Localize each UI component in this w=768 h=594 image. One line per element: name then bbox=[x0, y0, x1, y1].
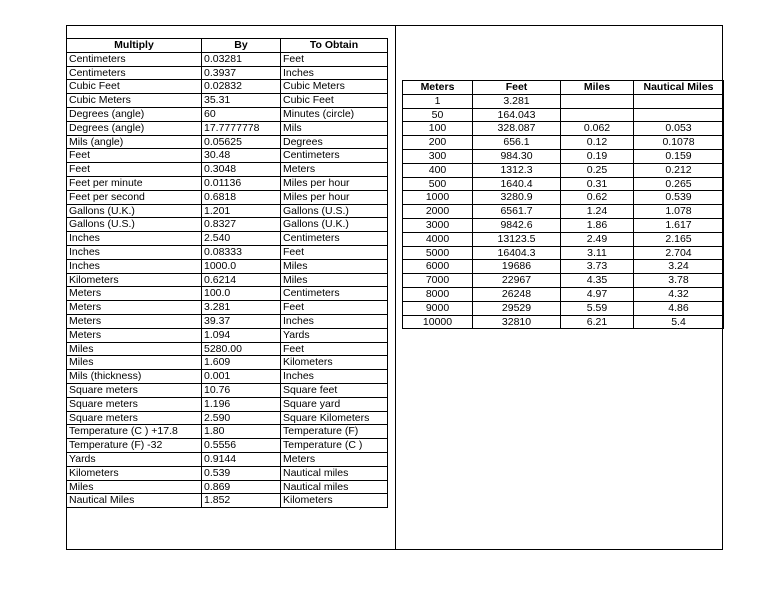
table-cell: 0.01136 bbox=[202, 176, 281, 190]
table-cell: Centimeters bbox=[281, 149, 388, 163]
table-cell: 13123.5 bbox=[473, 232, 561, 246]
table-cell: Gallons (U.S.) bbox=[281, 204, 388, 218]
table-row bbox=[403, 177, 724, 191]
table-cell: 10000 bbox=[403, 315, 473, 329]
table-cell: Temperature (C ) bbox=[281, 439, 388, 453]
table-cell: Meters bbox=[67, 301, 202, 315]
table-cell: 3.73 bbox=[561, 260, 634, 274]
table-row bbox=[403, 108, 724, 122]
table-cell: 4.35 bbox=[561, 274, 634, 288]
table-row bbox=[403, 163, 724, 177]
header-nautical-miles: Nautical Miles bbox=[634, 81, 724, 95]
table-cell: Inches bbox=[67, 232, 202, 246]
table-cell: 8000 bbox=[403, 287, 473, 301]
table-row bbox=[67, 149, 388, 163]
table-cell: 0.08333 bbox=[202, 245, 281, 259]
table-row bbox=[67, 411, 388, 425]
table-row bbox=[67, 232, 388, 246]
table-row bbox=[67, 135, 388, 149]
table-row bbox=[403, 149, 724, 163]
table-cell: Square yard bbox=[281, 397, 388, 411]
table-cell: Centimeters bbox=[67, 66, 202, 80]
table-cell: 26248 bbox=[473, 287, 561, 301]
table-cell: Square meters bbox=[67, 397, 202, 411]
table-cell: 0.12 bbox=[561, 136, 634, 150]
table-cell: 1.24 bbox=[561, 205, 634, 219]
table-cell: 400 bbox=[403, 163, 473, 177]
table-row bbox=[67, 370, 388, 384]
table-row bbox=[403, 260, 724, 274]
table-cell: Gallons (U.K.) bbox=[67, 204, 202, 218]
header-miles: Miles bbox=[561, 81, 634, 95]
table-cell: 0.19 bbox=[561, 149, 634, 163]
table-cell: Feet bbox=[281, 342, 388, 356]
conversion-header-row bbox=[67, 39, 388, 53]
table-cell: 5280.00 bbox=[202, 342, 281, 356]
table-row bbox=[67, 176, 388, 190]
table-cell: 6.21 bbox=[561, 315, 634, 329]
table-cell: Kilometers bbox=[281, 356, 388, 370]
table-cell: 0.001 bbox=[202, 370, 281, 384]
table-cell: Meters bbox=[67, 328, 202, 342]
table-cell: 2.704 bbox=[634, 246, 724, 260]
table-cell: Temperature (C ) +17.8 bbox=[67, 425, 202, 439]
table-cell: Nautical Miles bbox=[67, 494, 202, 508]
table-cell: 984.30 bbox=[473, 149, 561, 163]
table-cell: 30.48 bbox=[202, 149, 281, 163]
table-cell: 500 bbox=[403, 177, 473, 191]
table-cell: 164.043 bbox=[473, 108, 561, 122]
table-cell: 0.869 bbox=[202, 480, 281, 494]
table-cell: Mils (thickness) bbox=[67, 370, 202, 384]
table-row bbox=[67, 163, 388, 177]
table-cell: 0.539 bbox=[202, 466, 281, 480]
table-row bbox=[67, 397, 388, 411]
table-cell bbox=[634, 94, 724, 108]
table-cell: Nautical miles bbox=[281, 466, 388, 480]
table-row bbox=[67, 80, 388, 94]
table-cell: 300 bbox=[403, 149, 473, 163]
table-cell: Feet bbox=[281, 52, 388, 66]
table-cell: 17.7777778 bbox=[202, 121, 281, 135]
table-row bbox=[403, 301, 724, 315]
table-cell: 0.1078 bbox=[634, 136, 724, 150]
table-row bbox=[67, 218, 388, 232]
table-cell: Yards bbox=[67, 452, 202, 466]
table-cell: 0.02832 bbox=[202, 80, 281, 94]
table-cell: 0.8327 bbox=[202, 218, 281, 232]
table-cell: 1.86 bbox=[561, 218, 634, 232]
table-cell: Nautical miles bbox=[281, 480, 388, 494]
table-cell: Meters bbox=[281, 452, 388, 466]
meters-table bbox=[402, 80, 724, 329]
table-cell: 32810 bbox=[473, 315, 561, 329]
header-by: By bbox=[202, 39, 281, 53]
table-row bbox=[403, 122, 724, 136]
table-cell: 0.159 bbox=[634, 149, 724, 163]
header-multiply: Multiply bbox=[67, 39, 202, 53]
table-cell: 2.590 bbox=[202, 411, 281, 425]
table-cell: Feet bbox=[67, 163, 202, 177]
table-cell: 5000 bbox=[403, 246, 473, 260]
table-row bbox=[67, 245, 388, 259]
table-row bbox=[67, 466, 388, 480]
table-cell: 1.80 bbox=[202, 425, 281, 439]
table-cell: Minutes (circle) bbox=[281, 107, 388, 121]
table-cell: Cubic Meters bbox=[67, 94, 202, 108]
table-cell: 1.094 bbox=[202, 328, 281, 342]
table-row bbox=[67, 356, 388, 370]
table-row bbox=[403, 287, 724, 301]
table-row bbox=[403, 205, 724, 219]
table-row bbox=[67, 107, 388, 121]
table-cell: Miles bbox=[281, 259, 388, 273]
table-cell: 4.86 bbox=[634, 301, 724, 315]
table-cell: Cubic Meters bbox=[281, 80, 388, 94]
table-cell: Centimeters bbox=[281, 232, 388, 246]
table-row bbox=[403, 232, 724, 246]
table-cell: 9000 bbox=[403, 301, 473, 315]
table-row bbox=[67, 121, 388, 135]
table-cell: Square meters bbox=[67, 411, 202, 425]
table-cell: Miles bbox=[67, 342, 202, 356]
table-row bbox=[67, 190, 388, 204]
table-row bbox=[67, 94, 388, 108]
table-row bbox=[67, 425, 388, 439]
table-cell: 1312.3 bbox=[473, 163, 561, 177]
table-cell: Miles bbox=[67, 356, 202, 370]
table-cell: Gallons (U.K.) bbox=[281, 218, 388, 232]
table-cell: 1000 bbox=[403, 191, 473, 205]
table-cell: 2.165 bbox=[634, 232, 724, 246]
table-cell: Feet bbox=[281, 245, 388, 259]
table-cell: Temperature (F) bbox=[281, 425, 388, 439]
table-row bbox=[67, 342, 388, 356]
table-row bbox=[67, 314, 388, 328]
table-cell: 16404.3 bbox=[473, 246, 561, 260]
table-row bbox=[403, 315, 724, 329]
table-cell: 6000 bbox=[403, 260, 473, 274]
table-row bbox=[67, 328, 388, 342]
table-cell: Mils (angle) bbox=[67, 135, 202, 149]
table-cell: Mils bbox=[281, 121, 388, 135]
table-cell: Feet per minute bbox=[67, 176, 202, 190]
table-row bbox=[67, 204, 388, 218]
table-cell: Inches bbox=[67, 259, 202, 273]
table-cell: Feet bbox=[67, 149, 202, 163]
header-meters: Meters bbox=[403, 81, 473, 95]
table-cell: Inches bbox=[67, 245, 202, 259]
table-cell: Cubic Feet bbox=[67, 80, 202, 94]
table-cell: 1.852 bbox=[202, 494, 281, 508]
table-cell: Inches bbox=[281, 370, 388, 384]
table-cell: 0.05625 bbox=[202, 135, 281, 149]
table-cell: 4000 bbox=[403, 232, 473, 246]
table-row bbox=[67, 287, 388, 301]
table-row bbox=[67, 301, 388, 315]
table-cell: 1 bbox=[403, 94, 473, 108]
table-cell: 1.196 bbox=[202, 397, 281, 411]
table-row bbox=[67, 273, 388, 287]
table-row bbox=[67, 259, 388, 273]
table-cell: Kilometers bbox=[67, 466, 202, 480]
table-row bbox=[403, 274, 724, 288]
table-cell: 0.3048 bbox=[202, 163, 281, 177]
table-cell: Temperature (F) -32 bbox=[67, 439, 202, 453]
table-cell: Kilometers bbox=[281, 494, 388, 508]
table-cell: 2000 bbox=[403, 205, 473, 219]
table-cell: Miles bbox=[281, 273, 388, 287]
table-row bbox=[403, 218, 724, 232]
table-cell: 3280.9 bbox=[473, 191, 561, 205]
table-cell: 5.59 bbox=[561, 301, 634, 315]
table-cell: Meters bbox=[67, 314, 202, 328]
table-cell: 0.62 bbox=[561, 191, 634, 205]
table-cell: 0.5556 bbox=[202, 439, 281, 453]
table-cell: 50 bbox=[403, 108, 473, 122]
table-cell: 60 bbox=[202, 107, 281, 121]
conversion-table bbox=[66, 38, 388, 508]
table-cell bbox=[561, 94, 634, 108]
table-cell: 328.087 bbox=[473, 122, 561, 136]
table-cell: 10.76 bbox=[202, 383, 281, 397]
table-cell: Square feet bbox=[281, 383, 388, 397]
table-cell: 0.539 bbox=[634, 191, 724, 205]
table-cell: 0.25 bbox=[561, 163, 634, 177]
table-cell: Meters bbox=[281, 163, 388, 177]
table-cell: 22967 bbox=[473, 274, 561, 288]
table-row bbox=[403, 94, 724, 108]
table-cell: 35.31 bbox=[202, 94, 281, 108]
table-cell: Kilometers bbox=[67, 273, 202, 287]
table-row bbox=[403, 136, 724, 150]
table-cell: 1.201 bbox=[202, 204, 281, 218]
table-cell: 6561.7 bbox=[473, 205, 561, 219]
table-cell: Degrees (angle) bbox=[67, 121, 202, 135]
table-row bbox=[67, 494, 388, 508]
table-row bbox=[67, 383, 388, 397]
table-cell: Degrees (angle) bbox=[67, 107, 202, 121]
table-cell: 19686 bbox=[473, 260, 561, 274]
table-cell: 39.37 bbox=[202, 314, 281, 328]
table-row bbox=[67, 452, 388, 466]
table-row bbox=[67, 480, 388, 494]
table-cell: Centimeters bbox=[67, 52, 202, 66]
table-cell: 100 bbox=[403, 122, 473, 136]
table-cell: 1000.0 bbox=[202, 259, 281, 273]
table-cell: Miles bbox=[67, 480, 202, 494]
table-cell: 29529 bbox=[473, 301, 561, 315]
table-cell: Gallons (U.S.) bbox=[67, 218, 202, 232]
table-cell: 1.609 bbox=[202, 356, 281, 370]
table-cell: 4.32 bbox=[634, 287, 724, 301]
table-cell: Miles per hour bbox=[281, 190, 388, 204]
table-cell: 1.617 bbox=[634, 218, 724, 232]
table-cell: Inches bbox=[281, 314, 388, 328]
table-cell: Square Kilometers bbox=[281, 411, 388, 425]
table-row bbox=[67, 439, 388, 453]
table-cell: Yards bbox=[281, 328, 388, 342]
table-cell: Feet per second bbox=[67, 190, 202, 204]
table-row bbox=[67, 52, 388, 66]
table-cell: Centimeters bbox=[281, 287, 388, 301]
table-cell: 3.281 bbox=[202, 301, 281, 315]
table-cell: Inches bbox=[281, 66, 388, 80]
table-cell: 1.078 bbox=[634, 205, 724, 219]
table-cell: Feet bbox=[281, 301, 388, 315]
table-cell: 0.6818 bbox=[202, 190, 281, 204]
table-cell: 0.9144 bbox=[202, 452, 281, 466]
table-cell: 9842.6 bbox=[473, 218, 561, 232]
table-cell: 2.49 bbox=[561, 232, 634, 246]
table-cell: 2.540 bbox=[202, 232, 281, 246]
table-cell: Miles per hour bbox=[281, 176, 388, 190]
table-cell: 0.053 bbox=[634, 122, 724, 136]
table-cell: 0.212 bbox=[634, 163, 724, 177]
table-cell: 4.97 bbox=[561, 287, 634, 301]
table-cell: 1640.4 bbox=[473, 177, 561, 191]
table-cell: 3000 bbox=[403, 218, 473, 232]
column-divider bbox=[395, 25, 396, 550]
table-cell: 5.4 bbox=[634, 315, 724, 329]
table-cell: Square meters bbox=[67, 383, 202, 397]
table-row bbox=[403, 246, 724, 260]
table-cell: Degrees bbox=[281, 135, 388, 149]
table-cell: 3.11 bbox=[561, 246, 634, 260]
table-cell: 0.31 bbox=[561, 177, 634, 191]
table-cell: 656.1 bbox=[473, 136, 561, 150]
table-cell: 7000 bbox=[403, 274, 473, 288]
table-cell: 3.24 bbox=[634, 260, 724, 274]
table-cell: 100.0 bbox=[202, 287, 281, 301]
table-cell bbox=[634, 108, 724, 122]
table-cell: 0.265 bbox=[634, 177, 724, 191]
table-cell: 0.062 bbox=[561, 122, 634, 136]
table-row bbox=[403, 191, 724, 205]
table-cell: 0.6214 bbox=[202, 273, 281, 287]
header-to-obtain: To Obtain bbox=[281, 39, 388, 53]
meters-header-row bbox=[403, 81, 724, 95]
table-cell bbox=[561, 108, 634, 122]
table-cell: 3.78 bbox=[634, 274, 724, 288]
table-cell: 0.03281 bbox=[202, 52, 281, 66]
table-cell: 200 bbox=[403, 136, 473, 150]
table-cell: Cubic Feet bbox=[281, 94, 388, 108]
table-row bbox=[67, 66, 388, 80]
header-feet: Feet bbox=[473, 81, 561, 95]
table-cell: 0.3937 bbox=[202, 66, 281, 80]
table-cell: Meters bbox=[67, 287, 202, 301]
table-cell: 3.281 bbox=[473, 94, 561, 108]
